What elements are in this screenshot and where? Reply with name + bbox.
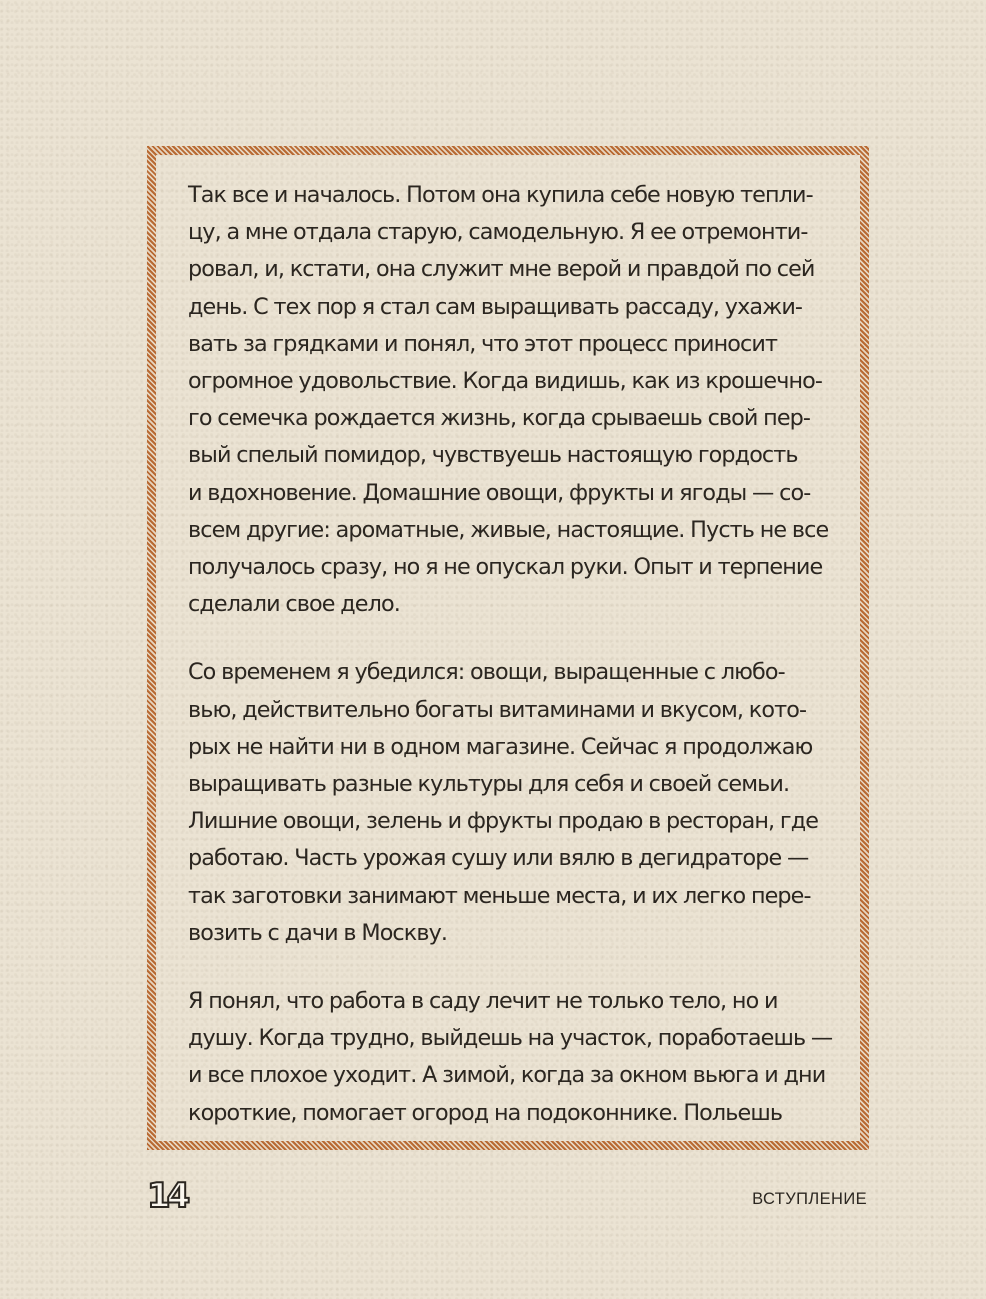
text-line: огромное удовольствие. Когда видишь, как из крошечно- <box>188 368 823 395</box>
text-line: так заготовки занимают меньше места, и их легко пере- <box>188 882 811 909</box>
text-line: Я понял, что работа в саду лечит не только тело, но и <box>188 988 778 1015</box>
paragraph-2 <box>188 654 838 952</box>
text-line: возить с дачи в Москву. <box>188 919 448 946</box>
text-line: го семечка рождается жизнь, когда срываешь свой пер- <box>188 405 811 432</box>
paragraph-1 <box>188 177 838 623</box>
text-line: рых не найти ни в одном магазине. Сейчас я продолжаю <box>188 733 813 760</box>
text-line: Так все и началось. Потом она купила себе новую тепли- <box>188 182 813 208</box>
text-line: день. С тех пор я стал сам выращивать рассаду, ухажи- <box>188 293 803 320</box>
text-line: вью, действительно богаты витаминами и вкусом, кото- <box>188 696 807 723</box>
text-line: и вдохновение. Домашние овощи, фрукты и ягоды — со- <box>188 479 811 506</box>
section-title: ВСТУПЛЕНИЕ <box>752 1190 867 1208</box>
paragraph-3 <box>188 983 838 1132</box>
text-line: работаю. Часть урожая сушу или вялю в дегидраторе — <box>188 845 809 872</box>
text-line: получалось сразу, но я не опускал руки. Опыт и терпение <box>188 554 823 581</box>
text-line: сделали свое дело. <box>188 591 400 618</box>
text-line: Со временем я убедился: овощи, выращенные с любо- <box>188 659 785 686</box>
page-number: 14 <box>147 1176 187 1216</box>
text-line: душу. Когда трудно, выйдешь на участок, поработаешь — <box>188 1025 833 1052</box>
text-line: всем другие: ароматные, живые, настоящие. Пусть не все <box>188 516 829 543</box>
text-line: ровал, и, кстати, она служит мне верой и правдой по сей <box>188 256 815 283</box>
text-line: короткие, помогает огород на подоконнике. Польешь <box>188 1099 783 1126</box>
text-line: выращивать разные культуры для себя и своей семьи. <box>188 771 790 798</box>
text-line: цу, а мне отдала старую, самодельную. Я ее отремонти- <box>188 219 808 246</box>
text-line: вый спелый помидор, чувствуешь настоящую гордость <box>188 442 798 469</box>
body-text <box>188 177 838 1163</box>
text-line: Лишние овощи, зелень и фрукты продаю в ресторан, где <box>188 808 819 835</box>
text-line: и все плохое уходит. А зимой, когда за окном вьюга и дни <box>188 1062 826 1089</box>
text-line: вать за грядками и понял, что этот процесс приносит <box>188 330 778 357</box>
